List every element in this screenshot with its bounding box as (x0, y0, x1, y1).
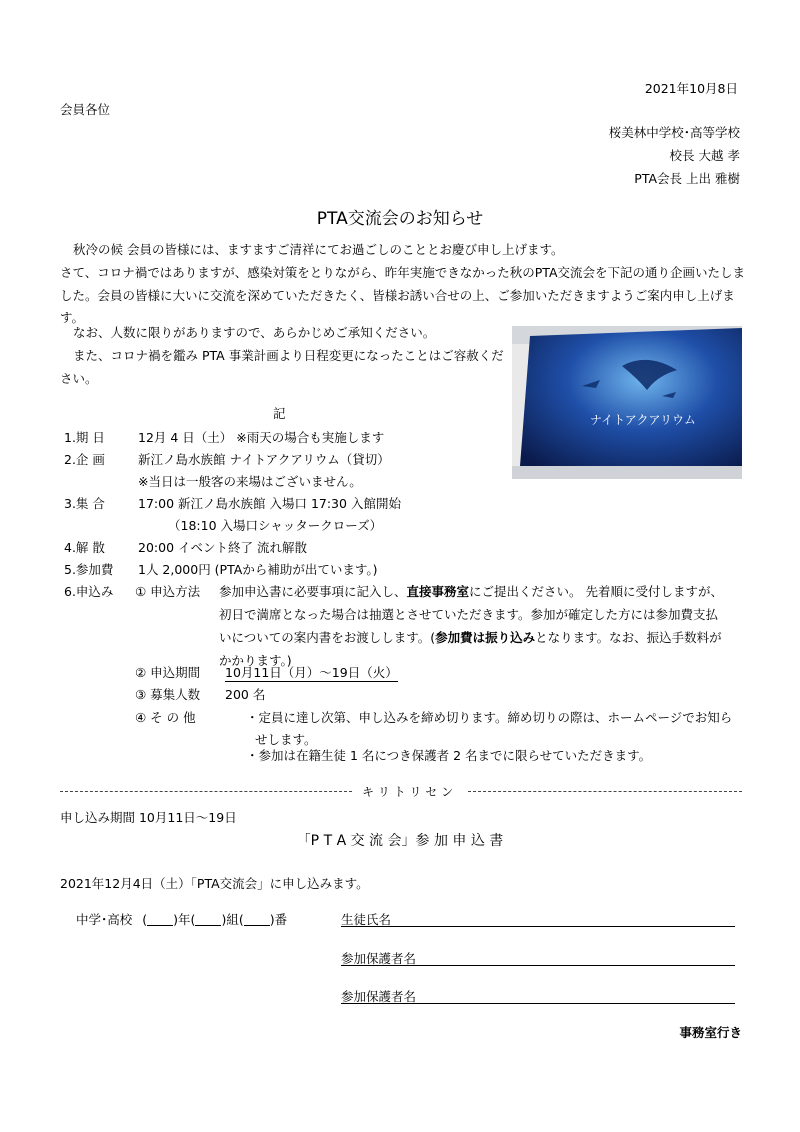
form-period: 申し込み期間 10月11日～19日 (60, 810, 237, 825)
guardian-name-field-2[interactable] (341, 1003, 735, 1004)
detail-gather-note: （18:10 入場口シャッタークローズ） (168, 518, 383, 533)
detail-plan-value: 新江ノ島水族館 ナイトアクアリウム（貸切） (138, 452, 390, 467)
school-label: 中学･高校 (76, 912, 133, 927)
sender-school: 桜美林中学校･高等学校 (608, 125, 740, 140)
student-name-field[interactable] (341, 926, 735, 927)
grade-label: 年 (178, 912, 191, 927)
detail-date-label: 1.期 日 (64, 430, 105, 445)
apply-method-line-3 (219, 628, 722, 646)
apply-method-line-1 (219, 582, 723, 600)
form-intro: 2021年12月4日（土）「PTA交流会」に申し込みます。 (60, 876, 369, 891)
photo-caption: ナイトアクアリウム (590, 413, 696, 427)
number-label: 番 (274, 912, 288, 927)
letter-date: 2021年10月8日 (644, 81, 738, 96)
grade-blank[interactable] (147, 913, 173, 926)
sender-pta: PTA会長 上出 雅樹 (634, 171, 740, 186)
apply-method-line-4: かかります。) (219, 653, 292, 668)
schedule-change-paragraph: また、コロナ禍を鑑み PTA 事業計画より日程変更になったことはご容赦ください。 (60, 348, 504, 386)
class-field: 中学･高校 ( )年( )組( )番 (76, 912, 288, 927)
other-line-2: せします。 (255, 732, 317, 747)
apply-period-label: ② 申込期間 (135, 665, 201, 680)
guardian-name-label-1: 参加保護者名 (341, 951, 417, 966)
detail-dismiss-label: 4.解 散 (64, 540, 105, 555)
intro-paragraph: さて、コロナ禍ではありますが、感染対策をとりながら、昨年実施できなかった秋のPTA交流会を下記の通り企画いたしました。会員の皆様に大いに交流を深めていただきたく、皆様お誘い合せの上、ご参加いただきますようご案内申し上げます。 (60, 265, 746, 325)
guardian-name-label-2: 参加保護者名 (341, 989, 417, 1004)
aquarium-image (512, 326, 742, 479)
apply-method-text-c: にご提出ください。 先着順に受付しますが、 (469, 584, 724, 599)
ki-heading: 記 (273, 406, 286, 421)
other-line-1: ・定員に達し次第、申し込みを締め切ります。締め切りの際は、ホームページでお知ら (246, 710, 733, 725)
apply-method-text-e: いについての案内書をお渡しします。( (219, 630, 436, 645)
detail-fee-value: 1人 2,000円 (PTAから補助が出ています。) (138, 562, 378, 577)
apply-period-wrap (225, 663, 398, 681)
guardian-name-field-1[interactable] (341, 965, 735, 966)
apply-method-transfer: 参加費は振り込み (435, 630, 536, 645)
apply-method-text-g: となります。なお、振込手数料が (535, 630, 722, 645)
detail-fee-label: 5.参加費 (64, 562, 114, 577)
capacity-value: 200 名 (225, 687, 266, 702)
apply-method-text-a: 参加申込書に必要事項に記入し、 (219, 584, 407, 599)
sender-principal: 校長 大越 孝 (669, 148, 740, 163)
capacity-label: ③ 募集人数 (135, 687, 201, 702)
apply-method-label: ① 申込方法 (135, 584, 201, 599)
class-blank[interactable] (195, 913, 221, 926)
detail-date-value: 12月 4 日（土） ※雨天の場合も実施します (138, 430, 385, 445)
cut-line-right (468, 791, 742, 792)
apply-method-line-2: 初日で満席となった場合は抽選とさせていただきます。参加が確定した方には参加費支払 (219, 607, 719, 622)
class-label: 組 (226, 912, 239, 927)
form-title: 「P T A 交 流 会」参 加 申 込 書 (296, 833, 504, 849)
detail-dismiss-value: 20:00 イベント終了 流れ解散 (138, 540, 307, 555)
number-blank[interactable] (244, 913, 270, 926)
other-line-3: ・参加は在籍生徒 1 名につき保護者 2 名までに限らせていただきます。 (246, 748, 652, 763)
limit-paragraph: なお、人数に限りがありますので、あらかじめご承知ください。 (73, 325, 436, 340)
greeting-paragraph: 秋冷の候 会員の皆様には、ますますご清祥にてお過ごしのこととお慶び申し上げます。 (73, 242, 564, 257)
night-aquarium-photo (512, 326, 742, 479)
cut-label: キ リ ト リ セ ン (362, 785, 454, 799)
detail-plan-note: ※当日は一般客の来場はございません。 (138, 474, 362, 489)
cut-line-left (60, 791, 352, 792)
page-title: PTA交流会のお知らせ (316, 209, 484, 229)
office-destination: 事務室行き (679, 1025, 742, 1040)
detail-gather-label: 3.集 合 (64, 496, 105, 511)
detail-plan-label: 2.企 画 (64, 452, 105, 467)
detail-apply-label: 6.申込み (64, 584, 114, 599)
detail-gather-value: 17:00 新江ノ島水族館 入場口 17:30 入館開始 (138, 496, 401, 511)
apply-period-value: 10月11日（月）～19日（火） (225, 665, 398, 680)
addressee: 会員各位 (60, 102, 111, 117)
student-name-label: 生徒氏名 (341, 912, 392, 927)
other-label: ④ そ の 他 (135, 710, 196, 725)
apply-method-office: 直接事務室 (406, 584, 470, 599)
